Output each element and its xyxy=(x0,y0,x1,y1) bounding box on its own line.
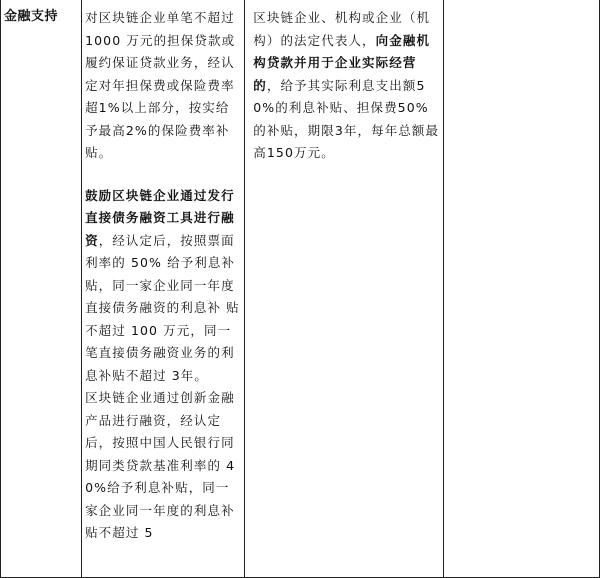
eligibility-cell xyxy=(245,0,444,578)
policy-paragraph-3 xyxy=(85,387,242,545)
category-label: 金融支持 xyxy=(4,9,59,24)
left-table-border xyxy=(0,0,1,571)
policy-paragraph-3-text: 区块链企业通过创新金融 产品进行融资，经认定后，按照中国人民银行同期同类贷款基准利率的 40%给予利息补贴，同一家企业同一年度的利息补贴不超过 5 xyxy=(85,390,236,540)
policy-paragraph-2-text: ，经认定后，按照票面利率的 50% 给予利息补贴，同一家企业同一年度直接债务融资的利息补 贴不超过 100 万元，同一笔直接债务融资业务的利息补贴不超过 3年。 xyxy=(85,232,240,383)
last-column-cell xyxy=(443,0,599,578)
policy-cell xyxy=(82,0,245,578)
eligibility-pre: 区块链企业、机构或企业（机构）的法定代表人， xyxy=(253,10,431,48)
policy-paragraph-1-text: 对区块链企业单笔不超过 1000 万元的担保贷款或履约保证贷款业务，经认定对年担保费或保险费率超1%以上部分，按实给予最高2%的保险费率补贴。 xyxy=(85,10,236,160)
category-cell xyxy=(1,0,82,578)
table-row xyxy=(1,0,600,578)
policy-paragraph-2 xyxy=(85,185,242,388)
policy-paragraph-1 xyxy=(85,7,242,165)
eligibility-bold: 向金融机构贷款并用于企业实际经营的 xyxy=(253,32,431,93)
eligibility-post: ，给予其实际利息支出额50%的利息补贴、担保费50%的补贴，期限3年，每年总额最高150万元。 xyxy=(253,77,440,160)
policy-paragraph-2-bold: 鼓励区块链企业通过发行直接债务融资工具进行融资 xyxy=(85,187,235,248)
